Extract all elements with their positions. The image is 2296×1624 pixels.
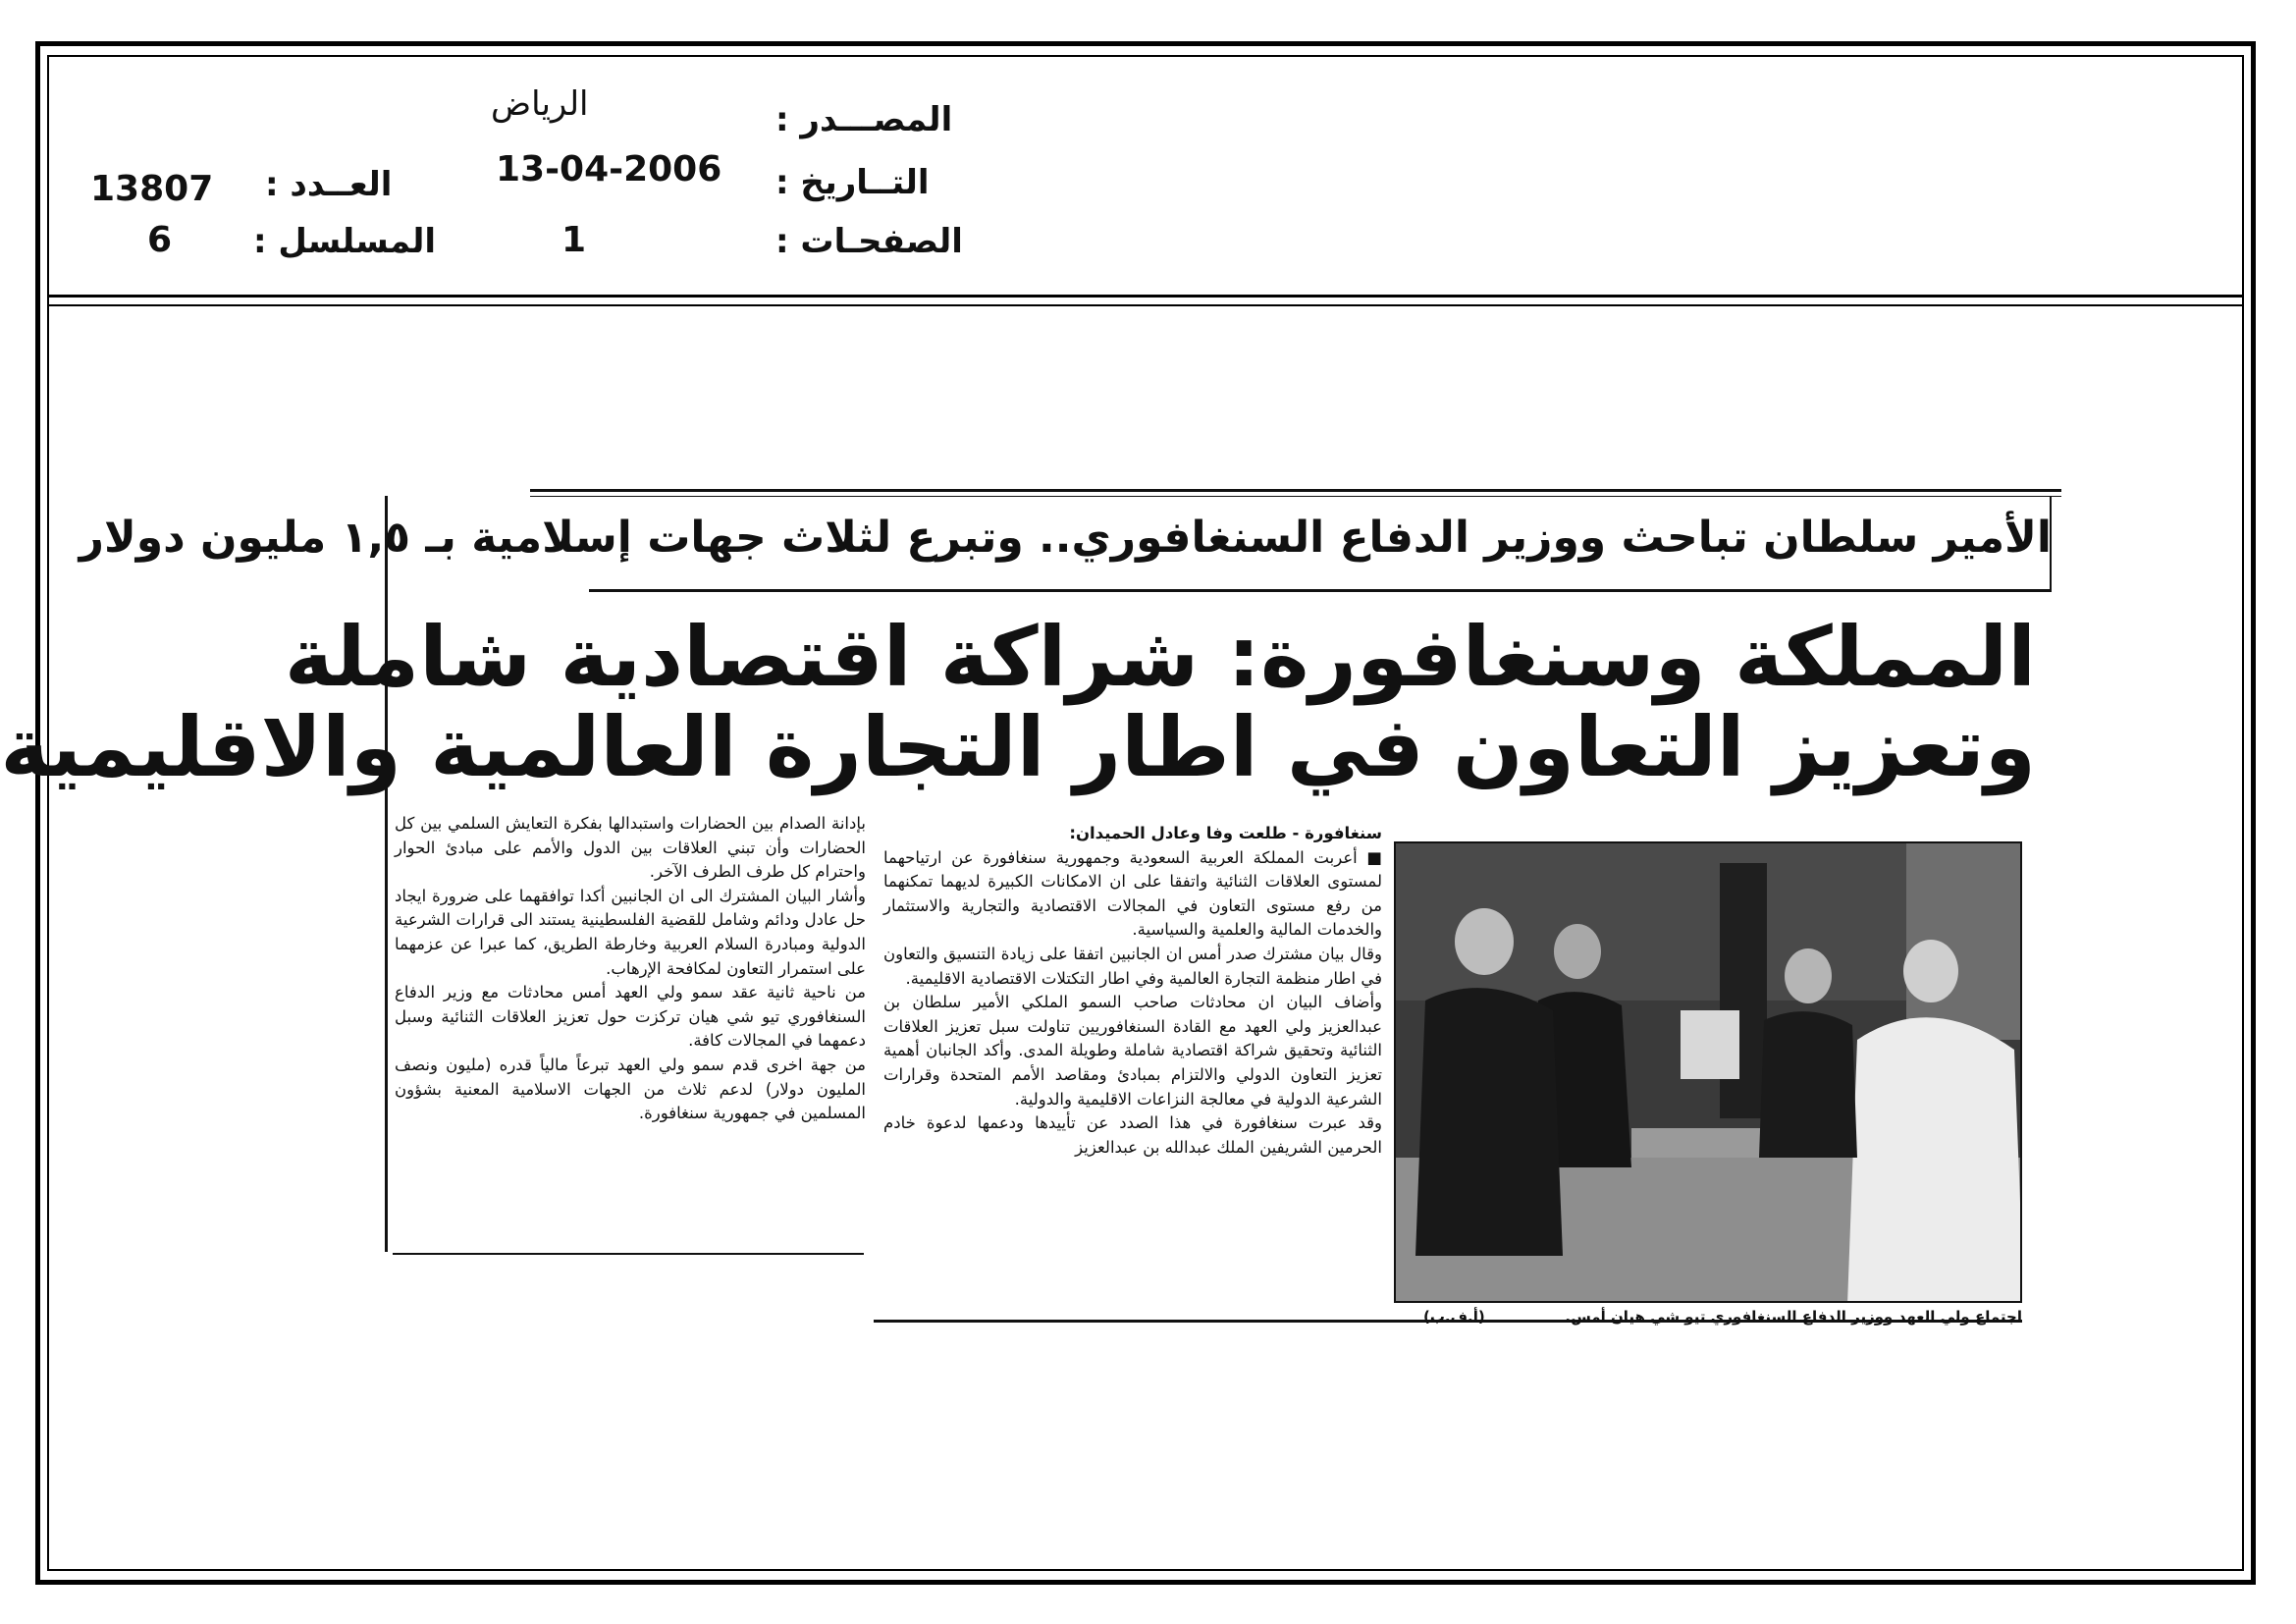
article-photo [1394, 841, 2022, 1303]
header-divider [47, 295, 2244, 306]
issue-label: العــدد : [265, 165, 393, 204]
headline-line-2: وتعزيز التعاون في اطار التجارة العالمية والاقليمية [0, 699, 2036, 795]
photo-caption-row [1394, 1308, 2022, 1326]
headline-line-1: المملكة وسنغافورة: شراكة اقتصادية شاملة [284, 609, 2036, 705]
source-value: الرياض [491, 84, 589, 124]
left-column-bottom-rule [393, 1253, 864, 1255]
issue-value: 13807 [90, 169, 214, 209]
photo-caption: اجتماع ولي العهد ووزير الدفاع السنغافوري تيو شي هيان أمس. [1565, 1308, 2022, 1326]
paragraph: بإدانة الصدام بين الحضارات واستبدالها بفكرة التعايش السلمي بين كل الحضارات وأن تبني العلاقات بين الدول والأمم على مبادئ الحوار واحترام كل طرف الطرف الآخر. [395, 814, 866, 882]
clipping-top-rule [530, 489, 2061, 492]
clipping-top-rule-thin [530, 496, 2061, 497]
paragraph: وقال بيان مشترك صدر أمس ان الجانبين اتفقا على زيادة التنسيق والتعاون في اطار منظمة التجارة العالمية وفي اطار التكتلات الاقتصادية الاقليمية. [883, 944, 1382, 988]
serial-value: 6 [147, 220, 173, 260]
paragraph: ■ أعربت المملكة العربية السعودية وجمهورية سنغافورة عن ارتياحهما لمستوى العلاقات الثنائية واتفقا على ان الامكانات الكبيرة لديهما تمكنهما من رفع مستوى التعاون في المجالات الاقتصادية والتجارية والاستثمار والخدمات المالية والعلمية والسياسية. [883, 847, 1382, 940]
inner-border [0, 55, 2244, 1571]
subtitle-underline [589, 589, 2052, 592]
paragraph: وقد عبرت سنغافورة في هذا الصدد عن تأييدها ودعمها لدعوة خادم الحرمين الشريفين الملك عبدالله بن عبدالعزيز [883, 1113, 1382, 1157]
article-byline: سنغافورة - طلعت وفا وعادل الحميدان: [1069, 824, 1382, 842]
pages-label: الصفحـات : [775, 222, 963, 261]
source-label: المصـــدر : [775, 100, 953, 139]
paragraph: من جهة اخرى قدم سمو ولي العهد تبرعاً مالياً قدره (مليون ونصف المليون دولار) لدعم ثلاث من الجهات الاسلامية المعنية بشؤون المسلمين في جمهورية سنغافورة. [395, 1055, 866, 1123]
paragraph: من ناحية ثانية عقد سمو ولي العهد أمس محادثات مع وزير الدفاع السنغافوري تيو شي هيان تركزت حول تعزيز العلاقات الثنائية وسبل دعمهما في المجالات كافة. [395, 983, 866, 1051]
photo-credit: (أ.ف.ب) [1423, 1308, 1485, 1326]
date-label: التــاريخ : [775, 163, 930, 202]
serial-label: المسلسل : [253, 222, 437, 261]
paragraph: وأشار البيان المشترك الى ان الجانبين أكدا توافقهما على ضرورة ايجاد حل عادل ودائم وشامل للقضية الفلسطينية يستند الى قرارات الشرعية الدولية ومبادرة السلام العربية وخارطة الطريق، كما عبرا عن عزمهما على استمرار التعاون لمكافحة الإرهاب. [395, 886, 866, 978]
article-column-middle [883, 822, 1382, 1160]
article-column-left [395, 812, 866, 1126]
date-value: 13-04-2006 [496, 149, 722, 189]
article-subtitle: الأمير سلطان تباحث ووزير الدفاع السنغافوري.. وتبرع لثلاث جهات إسلامية بـ ١,٥ مليون دولار [79, 513, 2052, 563]
pages-value: 1 [561, 220, 587, 260]
paragraph: وأضاف البيان ان محادثات صاحب السمو الملكي الأمير سلطان بن عبدالعزيز ولي العهد مع القادة السنغافوريين تناولت سبل تعزيز العلاقات الثنائية وتحقيق شراكة اقتصادية شاملة وطويلة المدى. وأكد الجانبان أهمية تعزيز التعاون الدولي والالتزام بمبادئ ومقاصد الأمم المتحدة وقرارات الشرعية الدولية في معالجة النزاعات الاقليمية والدولية. [883, 993, 1382, 1109]
